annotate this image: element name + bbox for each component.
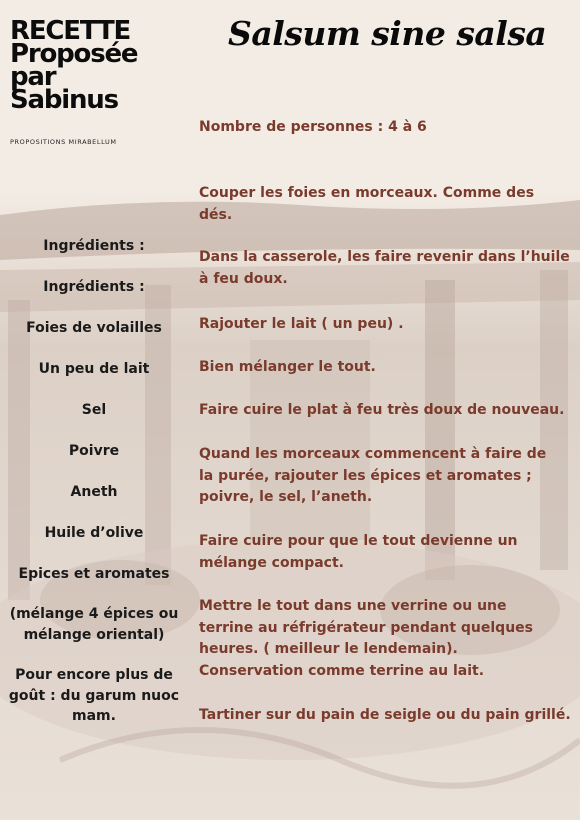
step: Faire cuire le plat à feu très doux de nouveau. xyxy=(199,402,565,418)
step: Rajouter le lait ( un peu) . xyxy=(199,316,404,332)
ingredient: Foies de volailles xyxy=(26,320,162,336)
step: Tartiner sur du pain de seigle ou du pain grillé. xyxy=(199,707,571,723)
brand-line: RECETTE xyxy=(10,16,131,46)
ingredient: Ingrédients : xyxy=(43,279,145,295)
recipe-title: Salsum sine salsa xyxy=(228,14,547,53)
ingredient: Aneth xyxy=(70,484,118,500)
step: Quand les morceaux commencent à faire de la purée, rajouter les épices et aromates ; poivre, le sel, l’aneth. xyxy=(199,446,547,505)
ingredient: Poivre xyxy=(68,443,120,459)
servings: Nombre de personnes : 4 à 6 xyxy=(199,119,427,135)
brand-logo xyxy=(10,16,170,115)
ingredient-note: (mélange 4 épices ou mélange oriental) xyxy=(9,606,179,643)
step: Bien mélanger le tout. xyxy=(199,359,376,375)
ingredient: Huile d’olive xyxy=(44,525,144,541)
ingredient: Epices et aromates xyxy=(18,566,170,582)
step: Couper les foies en morceaux. Comme des dés. xyxy=(199,185,535,223)
step: Faire cuire pour que le tout devienne un mélange compact. xyxy=(199,533,518,571)
ingredient: Sel xyxy=(81,402,107,418)
ingredient-note: Pour encore plus de goût : du garum nuoc mam. xyxy=(8,667,180,724)
step: Mettre le tout dans une verrine ou une terrine au réfrigérateur pendant quelques heures. ( meilleur le lendemain). Conservation comme terrine au lait. xyxy=(199,598,533,679)
ingredient: Un peu de lait xyxy=(38,361,150,377)
brand-line: Proposée xyxy=(10,39,138,69)
ingredient: Ingrédients : xyxy=(43,238,145,254)
brand-line: par xyxy=(10,62,56,92)
brand-subtitle: PROPOSITIONS MIRABELLUM xyxy=(10,138,117,146)
brand-line: Sabinus xyxy=(10,85,118,115)
step: Dans la casserole, les faire revenir dans l’huile à feu doux. xyxy=(199,249,570,287)
